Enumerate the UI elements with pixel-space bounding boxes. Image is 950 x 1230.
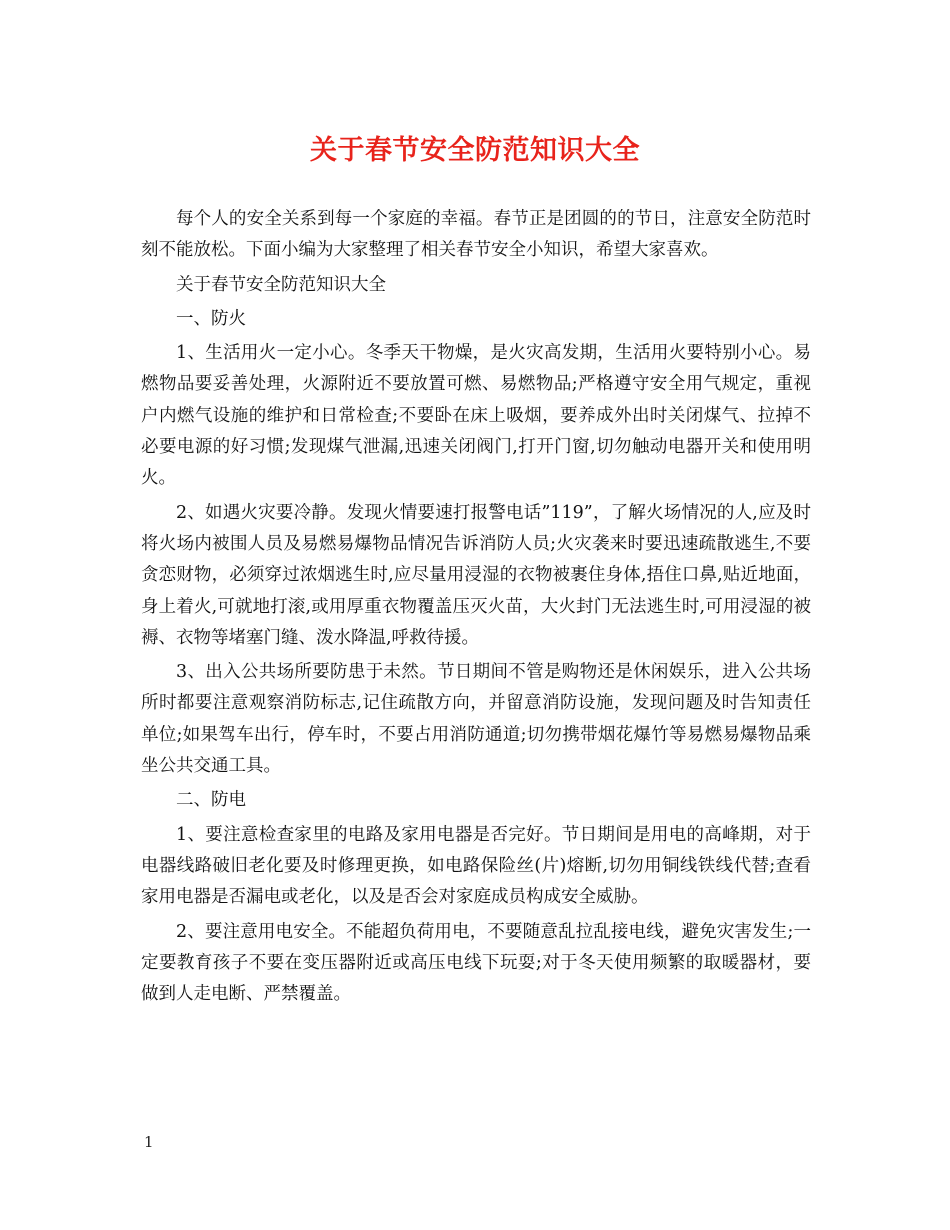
electric-item-2: 2、要注意用电安全。不能超负荷用电，不要随意乱拉乱接电线，避免灾害发生;一定要教育孩子不要在变压器附近或高压电线下玩耍;对于冬天使用频繁的取暖器材，要做到人走电断、严禁覆盖。 (141, 921, 811, 1005)
page-number: 1 (144, 1133, 154, 1151)
section-heading: 关于春节安全防范知识大全 (176, 274, 386, 295)
fire-item-1: 1、生活用火一定小心。冬季天干物燥，是火灾高发期，生活用火要特别小心。易燃物品要妥善处理，火源附近不要放置可燃、易燃物品;严格遵守安全用气规定，重视户内燃气设施的维护和日常检查;不要卧在床上吸烟，要养成外出时关闭煤气、拉掉不必要电源的好习惯;发现煤气泄漏,迅速关闭阀门,打开门窗,切勿触动电器开关和使用明火。 (141, 343, 811, 489)
electric-item-1: 1、要注意检查家里的电路及家用电器是否完好。节日期间是用电的高峰期，对于电器线路破旧老化要及时修理更换，如电路保险丝(片)熔断,切勿用铜线铁线代替;查看家用电器是否漏电或老化，以及是否会对家庭成员构成安全威胁。 (141, 824, 811, 908)
document-body (141, 204, 811, 1013)
intro-paragraph: 每个人的安全关系到每一个家庭的幸福。春节正是团圆的的节日，注意安全防范时刻不能放松。下面小编为大家整理了相关春节安全小知识，希望大家喜欢。 (141, 209, 811, 261)
fire-item-2: 2、如遇火灾要冷静。发现火情要速打报警电话”119”，了解火场情况的人,应及时将火场内被围人员及易燃易爆物品情况告诉消防人员;火灾袭来时要迅速疏散逃生,不要贪恋财物，必须穿过浓烟逃生时,应尽量用浸湿的衣物被裹住身体,捂住口鼻,贴近地面，身上着火,可就地打滚,或用厚重衣物覆盖压灭火苗，大火封门无法逃生时,可用浸湿的被褥、衣物等堵塞门缝、泼水降温,呼救待援。 (141, 502, 811, 648)
section-heading-fire: 一、防火 (176, 308, 246, 329)
document-title: 关于春节安全防范知识大全 (310, 135, 640, 166)
fire-item-3: 3、出入公共场所要防患于未然。节日期间不管是购物还是休闲娱乐，进入公共场所时都要注意观察消防标志,记住疏散方向，并留意消防设施，发现问题及时告知责任单位;如果驾车出行，停车时，不要占用消防通道;切勿携带烟花爆竹等易燃易爆物品乘坐公共交通工具。 (141, 662, 811, 777)
section-heading-electric: 二、防电 (176, 790, 246, 811)
